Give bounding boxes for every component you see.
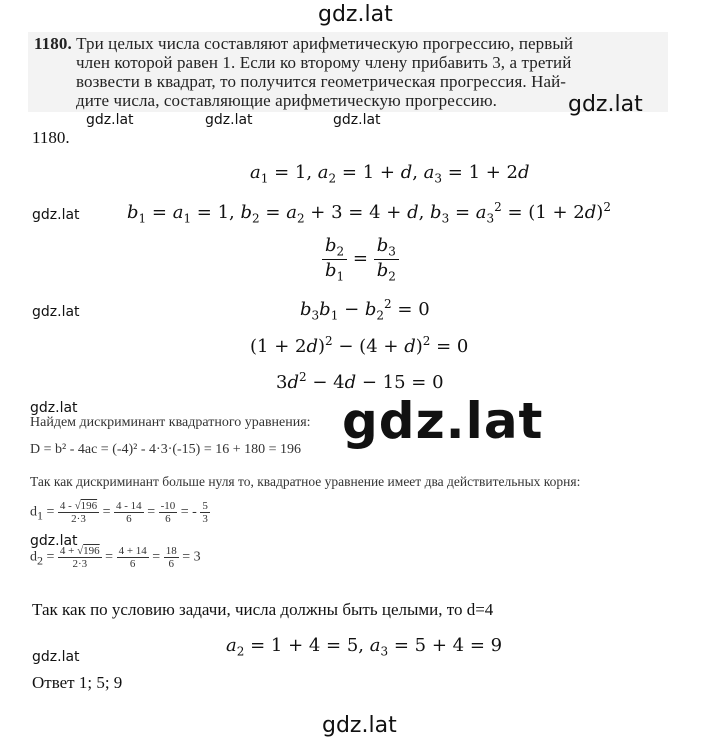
watermark-row-2: gdz.lat [205,112,253,128]
problem-line-1: 1180. Три целых числа составляют арифметическую прогрессию, первый [34,34,574,53]
formula-gp-terms: $b_1 = a_1 = 1$, $b_2 = a_2 + 3 = 4 + d$, $b_3 = a_3^2 = (1 + 2d)^2$ [127,200,611,226]
discriminant-intro: Найдем дискриминант квадратного уравнения: [30,415,311,430]
watermark-row-3: gdz.lat [333,112,381,128]
discriminant-line: D = b² - 4ac = (-4)² - 4·3·(-15) = 16 + 180 = 196 [30,442,302,457]
problem-number: 1180. [34,34,72,53]
root-d2: $d_2$ = $\frac{4 + √196}{2\cdot 3}$ = $\frac{4 + 14}{6}$ = $\frac{18}{6}$ = 3 [30,545,201,570]
problem-line-3: возвести в квадрат, то получится геометрическая прогрессия. Най- [76,72,567,91]
formula-ap-terms: $a_1 = 1$, $a_2 = 1 + d$, $a_3 = 1 + 2d$ [250,162,530,186]
integer-condition: Так как по условию задачи, числа должны быть целыми, то d=4 [32,600,494,619]
formula-answer-terms: $a_2 = 1 + 4 = 5$, $a_3 = 5 + 4 = 9$ [226,635,503,659]
problem-line-2: член которой равен 1. Если ко второму члену прибавить 3, а третий [76,53,572,72]
formula-quadratic: $3d^2 - 4d - 15 = 0$ [276,370,444,393]
two-roots-text: Так как дискриминант больше нуля то, квадратное уравнение имеет два действительных корня: [30,474,581,489]
watermark-left-5: gdz.lat [32,649,80,665]
watermark-top: gdz.lat [318,2,393,27]
formula-product: $b_3b_1 - b_2^2 = 0$ [300,297,430,323]
watermark-big: gdz.lat [342,392,544,450]
watermark-right: gdz.lat [568,92,643,117]
watermark-left-4: gdz.lat [30,533,78,549]
answer: Ответ 1; 5; 9 [32,673,123,692]
watermark-left-2: gdz.lat [32,304,80,320]
solution-number: 1180. [32,128,70,147]
root-d1: $d_1$ = $\frac{4 - √196}{2\cdot 3}$ = $\frac{4 - 14}{6}$ = $\frac{-10}{6}$ = - $\frac{5}{3}$ [30,500,208,525]
watermark-left-1: gdz.lat [32,207,80,223]
watermark-left-3: gdz.lat [30,400,78,416]
watermark-bottom: gdz.lat [322,713,397,738]
problem-line-4: дите числа, составляющие арифметическую прогрессию. [76,91,497,110]
formula-ratio: $\frac{b_2}{b_1}$ = $\frac{b_3}{b_2}$ [322,235,399,283]
formula-substituted: $(1 + 2d)^2 - (4 + d)^2 = 0$ [250,334,469,357]
watermark-row-1: gdz.lat [86,112,134,128]
